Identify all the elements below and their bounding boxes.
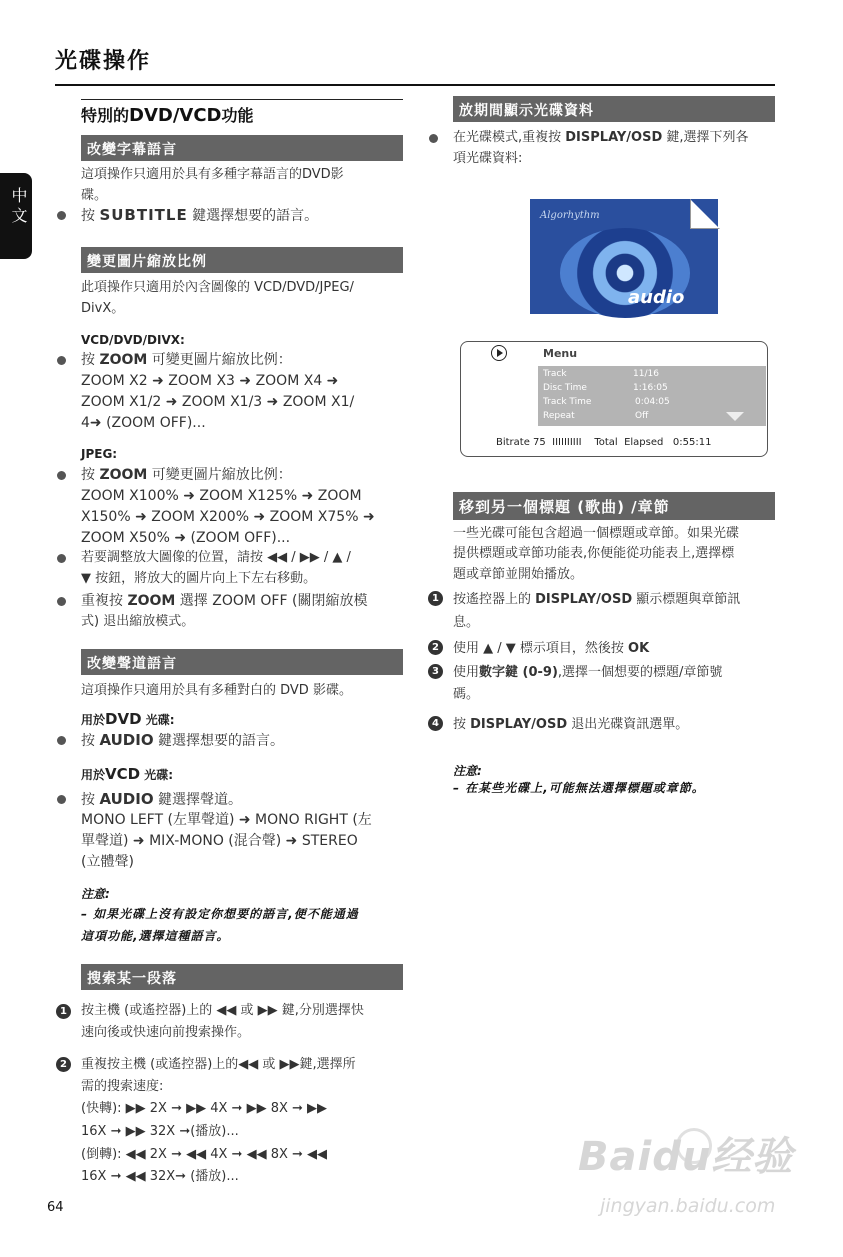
subtitle-desc-line1: 這項操作只適用於具有多種字幕語言的DVD影 bbox=[81, 167, 344, 182]
title-step3-line2: 碼。 bbox=[453, 687, 480, 702]
osd-scroll-down-icon bbox=[726, 412, 744, 421]
title-note-line1: – 在某些光碟上,可能無法選擇標題或章節。 bbox=[453, 781, 705, 795]
audio-note-line1: – 如果光碟上沒有設定你想要的語言,便不能通過 bbox=[81, 907, 359, 921]
search-step1-line2: 速向後或快速向前搜索操作。 bbox=[81, 1025, 251, 1040]
osd-row-value: 0:04:05 bbox=[635, 397, 670, 407]
zoom-jpeg-line4: ZOOM X50% ➜ (ZOOM OFF)... bbox=[81, 530, 291, 546]
audio-vcd-line2: MONO LEFT (左單聲道) ➜ MONO RIGHT (左 bbox=[81, 812, 372, 828]
disc-info-bar: 放期間顯示光碟資料 bbox=[453, 96, 775, 122]
title-step4: 按 DISPLAY/OSD 退出光碟資訊選單。 bbox=[453, 717, 689, 732]
step-3-icon: 3 bbox=[428, 664, 443, 679]
watermark-logo: Baidu经验 bbox=[578, 1134, 794, 1180]
section-title: 特別的DVD/VCD功能 bbox=[81, 105, 254, 126]
step-2-icon: 2 bbox=[428, 640, 443, 655]
osd-row-value: 1:16:05 bbox=[633, 383, 668, 393]
osd-row-value: Off bbox=[635, 411, 649, 421]
title-note-heading: 注意: bbox=[453, 764, 482, 778]
language-side-tab bbox=[0, 173, 32, 259]
side-tab-label: 中文 bbox=[9, 187, 28, 227]
subtitle-desc-line2: 碟。 bbox=[81, 188, 108, 203]
search-step2-line6: 16X ➞ ◀◀ 32X➞ (播放)... bbox=[81, 1169, 239, 1184]
audio-desc: 這項操作只適用於具有多種對白的 DVD 影碟。 bbox=[81, 683, 352, 698]
jpeg-heading: JPEG: bbox=[81, 447, 118, 461]
osd-row-label: Repeat bbox=[543, 411, 575, 421]
aspect-desc-line1: 此項操作只適用於內含圖像的 VCD/DVD/JPEG/ bbox=[81, 280, 354, 295]
zoom-off-line1: 重複按 ZOOM 選擇 ZOOM OFF (關閉縮放模 bbox=[81, 593, 368, 609]
osd-row-label: Disc Time bbox=[543, 383, 587, 393]
audio-vcd-line1: 按 AUDIO 鍵選擇聲道。 bbox=[81, 790, 243, 808]
title-desc-line2: 提供標題或章節功能表,你便能從功能表上,選擇標 bbox=[453, 546, 735, 561]
zoom-vcd-line2: ZOOM X2 ➜ ZOOM X3 ➜ ZOOM X4 ➜ bbox=[81, 373, 339, 389]
search-step2-line2: 需的搜索速度: bbox=[81, 1079, 164, 1094]
osd-row-label: Track bbox=[543, 369, 567, 379]
disc-audio-logo: audio bbox=[628, 287, 685, 308]
osd-menu-label: Menu bbox=[543, 347, 578, 360]
search-step2-line1: 重複按主機 (或遙控器)上的◀◀ 或 ▶▶鍵,選擇所 bbox=[81, 1057, 356, 1072]
play-icon bbox=[491, 345, 507, 361]
audio-language-bar: 改變聲道語言 bbox=[81, 649, 403, 675]
aspect-ratio-bar: 變更圖片縮放比例 bbox=[81, 247, 403, 273]
audio-note-line2: 這項功能,選擇這種語言。 bbox=[81, 929, 230, 943]
title-desc-line3: 題或章節並開始播放。 bbox=[453, 567, 584, 582]
step-4-icon: 4 bbox=[428, 716, 443, 731]
search-step2-line5: (倒轉): ◀◀ 2X ➞ ◀◀ 4X ➞ ◀◀ 8X ➞ ◀◀ bbox=[81, 1147, 328, 1162]
bullet-icon bbox=[57, 597, 66, 606]
page-number: 64 bbox=[47, 1200, 64, 1215]
search-step2-line3: (快轉): ▶▶ 2X ➞ ▶▶ 4X ➞ ▶▶ 8X ➞ ▶▶ bbox=[81, 1101, 328, 1116]
bullet-icon bbox=[57, 736, 66, 745]
zoom-move-line1: 若要調整放大圖像的位置，請按 ◀◀ / ▶▶ / ▲ / bbox=[81, 550, 351, 565]
osd-status-bar: Bitrate 75 IIIIIIIIII Total Elapsed 0:55:11 bbox=[496, 437, 712, 448]
osd-row-label: Track Time bbox=[543, 397, 592, 407]
title-step1-line1: 按遙控器上的 DISPLAY/OSD 顯示標題與章節訊 bbox=[453, 592, 741, 607]
title-step1-line2: 息。 bbox=[453, 615, 480, 630]
audio-dvd-instruction: 按 AUDIO 鍵選擇想要的語言。 bbox=[81, 731, 285, 749]
for-dvd-heading: 用於DVD 光碟: bbox=[81, 710, 175, 728]
search-step1-line1: 按主機 (或遙控器)上的 ◀◀ 或 ▶▶ 鍵,分別選擇快 bbox=[81, 1003, 364, 1018]
subtitle-instruction: 按 SUBTITLE 鍵選擇想要的語言。 bbox=[81, 206, 319, 224]
zoom-vcd-line3: ZOOM X1/2 ➜ ZOOM X1/3 ➜ ZOOM X1/ bbox=[81, 394, 355, 410]
step-1-icon: 1 bbox=[428, 591, 443, 606]
title-step3-line1: 使用數字鍵 (0-9),選擇一個想要的標題/章節號 bbox=[453, 665, 723, 680]
search-step2-line4: 16X ➞ ▶▶ 32X ➞(播放)... bbox=[81, 1124, 239, 1139]
disc-info-line2: 項光碟資料: bbox=[453, 151, 523, 166]
audio-vcd-line4: (立體聲) bbox=[81, 854, 134, 870]
disc-info-line1: 在光碟模式,重複按 DISPLAY/OSD 鍵,選擇下列各 bbox=[453, 130, 749, 145]
bullet-icon bbox=[57, 554, 66, 563]
zoom-jpeg-line1: 按 ZOOM 可變更圖片縮放比例： bbox=[81, 467, 292, 483]
subtitle-language-bar: 改變字幕語言 bbox=[81, 135, 403, 161]
zoom-off-line2: 式) 退出縮放模式。 bbox=[81, 614, 195, 629]
header-rule bbox=[55, 84, 775, 86]
bullet-icon bbox=[429, 134, 438, 143]
title-chapter-bar: 移到另一個標題 (歌曲) /章節 bbox=[453, 492, 775, 520]
step-1-icon: 1 bbox=[56, 1004, 71, 1019]
audio-vcd-line3: 單聲道) ➜ MIX-MONO (混合聲) ➜ STEREO bbox=[81, 833, 358, 849]
title-step2: 使用 ▲ / ▼ 標示項目，然後按 OK bbox=[453, 641, 650, 656]
bullet-icon bbox=[57, 356, 66, 365]
search-section-bar: 搜索某一段落 bbox=[81, 964, 403, 990]
for-vcd-heading: 用於VCD 光碟: bbox=[81, 765, 174, 783]
disc-brand-text: Algorhythm bbox=[540, 210, 600, 221]
osd-row-value: 11/16 bbox=[633, 369, 659, 379]
bullet-icon bbox=[57, 471, 66, 480]
watermark-url: jingyan.baidu.com bbox=[600, 1195, 776, 1217]
section-rule bbox=[81, 99, 403, 100]
aspect-desc-line2: DivX。 bbox=[81, 301, 125, 316]
step-2-icon: 2 bbox=[56, 1057, 71, 1072]
zoom-vcd-line1: 按 ZOOM 可變更圖片縮放比例： bbox=[81, 352, 292, 368]
zoom-jpeg-line3: X150% ➜ ZOOM X200% ➜ ZOOM X75% ➜ bbox=[81, 509, 375, 525]
vcd-dvd-divx-heading: VCD/DVD/DIVX: bbox=[81, 333, 185, 347]
title-desc-line1: 一些光碟可能包含超過一個標題或章節。如果光碟 bbox=[453, 526, 740, 541]
audio-note-heading: 注意: bbox=[81, 887, 110, 901]
zoom-move-line2: ▼ 按鈕，將放大的圖片向上下左右移動。 bbox=[81, 571, 317, 586]
zoom-jpeg-line2: ZOOM X100% ➜ ZOOM X125% ➜ ZOOM bbox=[81, 488, 362, 504]
bullet-icon bbox=[57, 795, 66, 804]
zoom-vcd-line4: 4➜ (ZOOM OFF)... bbox=[81, 415, 206, 431]
bullet-icon bbox=[57, 211, 66, 220]
page-title: 光碟操作 bbox=[55, 49, 152, 74]
